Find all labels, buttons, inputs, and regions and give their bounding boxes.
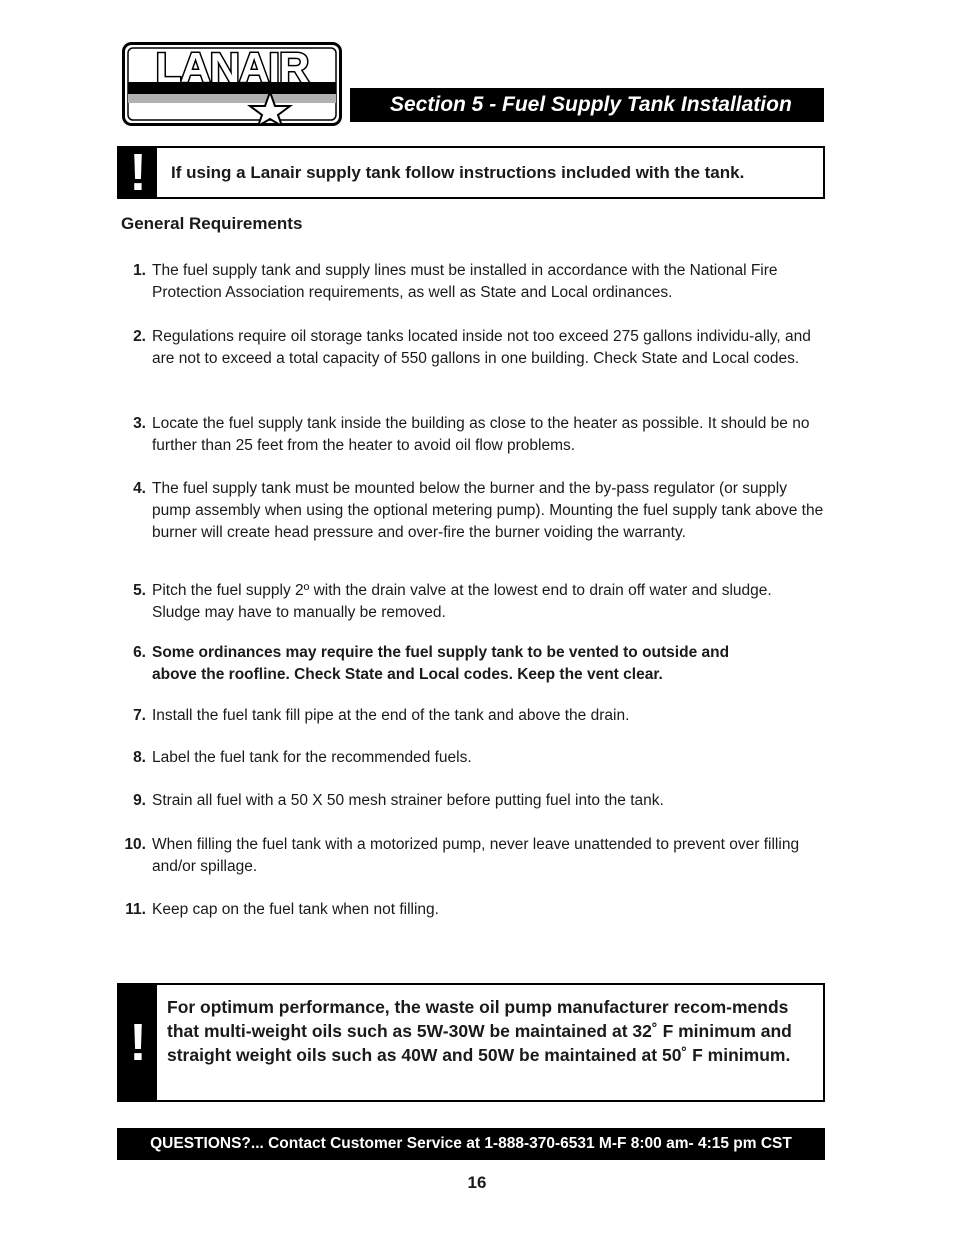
svg-text:LANAIR: LANAIR (155, 44, 309, 91)
lanair-logo (122, 42, 342, 126)
warning-box-bottom (117, 983, 825, 1102)
contact-footer: QUESTIONS?... Contact Customer Service at 1-888-370-6531 M-F 8:00 am- 4:15 pm CST (117, 1128, 825, 1160)
warning-text: If using a Lanair supply tank follow instructions included with the tank. (171, 162, 745, 182)
page-number: 16 (467, 1173, 487, 1192)
warning-box-top (117, 143, 825, 202)
exclamation-icon: ! (119, 148, 157, 197)
exclamation-icon: ! (119, 985, 157, 1100)
section-title: Section 5 - Fuel Supply Tank Installation (350, 88, 824, 122)
warning-text: For optimum performance, the waste oil pump manufacturer recom-mends that multi-weight oils such as 5W-30W be maintained at 32˚ F minimum and straight weight oils such as 40W and 50W be maintained at 50˚ F minimum. (167, 997, 792, 1065)
general-requirements-heading: General Requirements (121, 214, 303, 233)
